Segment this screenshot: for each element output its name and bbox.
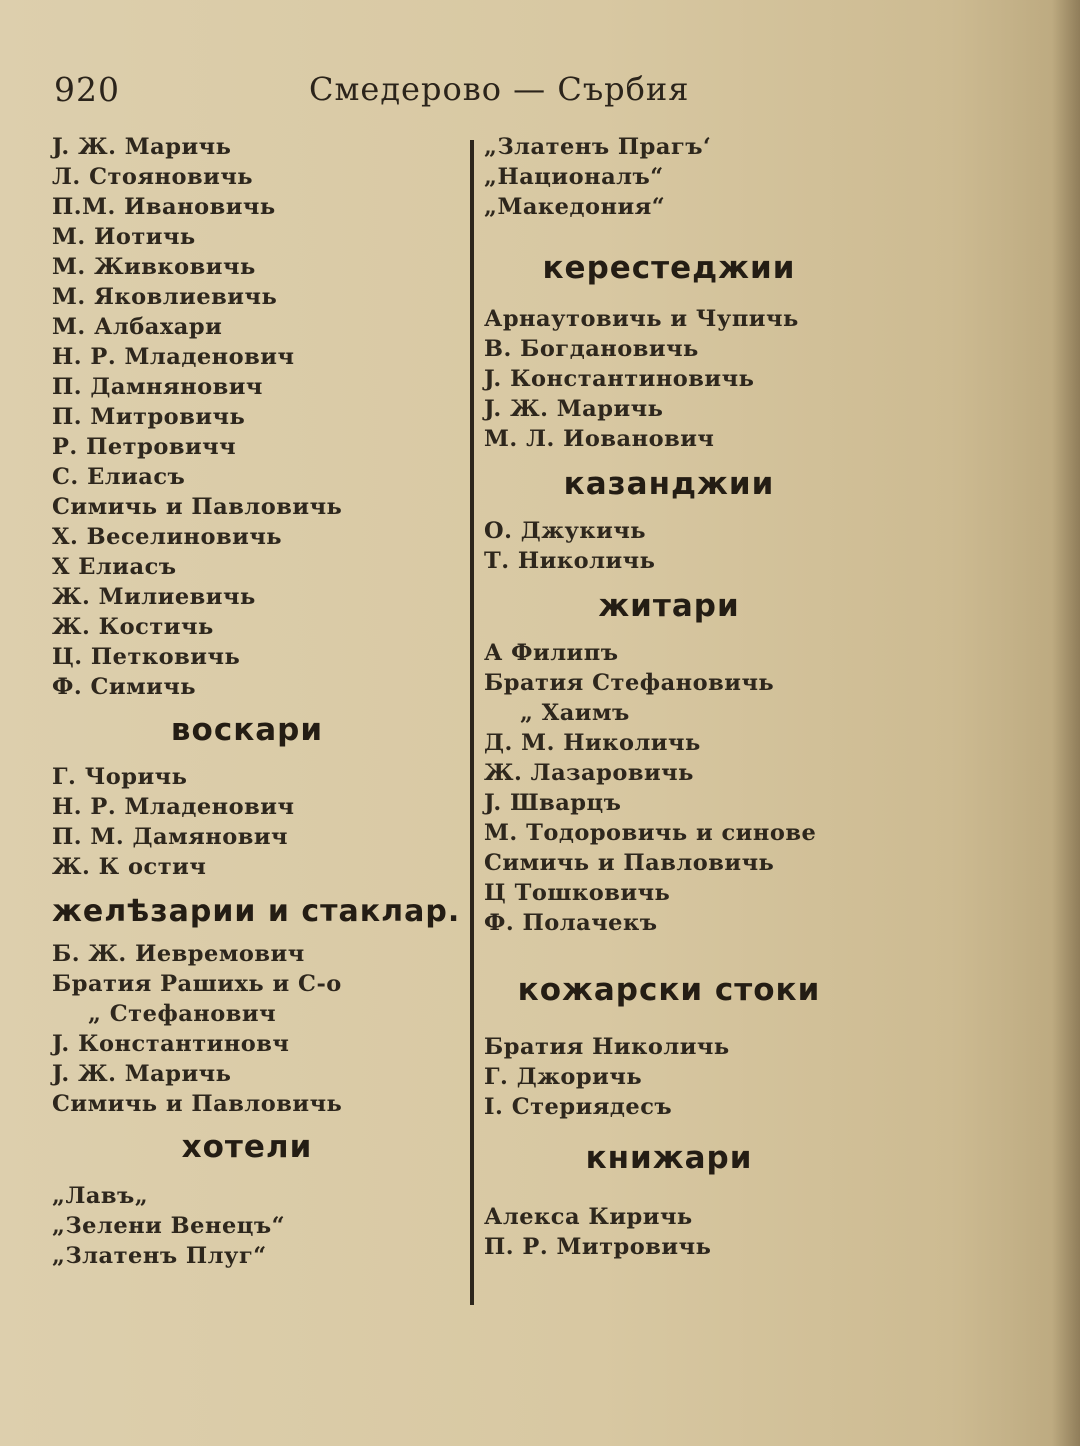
list-item: Б. Ж. Иевремович bbox=[52, 941, 305, 967]
list-item: Л. Стояновичь bbox=[52, 164, 254, 190]
list-item: Симичь и Павловичь bbox=[52, 1091, 343, 1117]
list-item: „ Стефанович bbox=[88, 1001, 277, 1027]
section-heading-kozharski: кожарски стоки bbox=[517, 972, 821, 1008]
list-item: В. Богдановичь bbox=[484, 336, 699, 362]
list-item: М. Л. Иованович bbox=[484, 426, 715, 452]
list-item: Ц Тошковичь bbox=[484, 880, 671, 906]
list-item: Н. Р. Младенович bbox=[52, 344, 295, 370]
kerestedzhii-list bbox=[484, 304, 854, 454]
voskari-list bbox=[52, 762, 462, 882]
hotel-list-continued bbox=[484, 132, 854, 222]
section-heading-hoteli: хотели bbox=[181, 1129, 313, 1165]
list-item: М. Албахари bbox=[52, 314, 223, 340]
column-divider bbox=[470, 140, 474, 1305]
section-heading-zhitari: житари bbox=[598, 588, 740, 624]
list-item: J. Шварцъ bbox=[484, 790, 622, 816]
list-item: Ф. Симичь bbox=[52, 674, 197, 700]
list-item: „Златенъ Плуг“ bbox=[52, 1243, 267, 1269]
page-edge-shadow bbox=[1052, 0, 1080, 1446]
running-head: Смедерово — Сърбия bbox=[309, 70, 690, 108]
list-item: Ж. Милиевичь bbox=[52, 584, 256, 610]
list-item: J. Ж. Маричь bbox=[52, 1061, 232, 1087]
list-item: П. Р. Митровичь bbox=[484, 1234, 712, 1260]
list-item: I. Стериядесъ bbox=[484, 1094, 673, 1120]
list-item: П.М. Ивановичь bbox=[52, 194, 276, 220]
list-item: J. Константиновч bbox=[52, 1031, 290, 1057]
list-item: Ж. Костичь bbox=[52, 614, 214, 640]
list-item: Арнаутовичь и Чупичь bbox=[484, 306, 799, 332]
list-item: Д. М. Николичь bbox=[484, 730, 701, 756]
list-item: Г. Чоричь bbox=[52, 764, 188, 790]
merchant-list bbox=[52, 132, 462, 702]
list-item: О. Джукичь bbox=[484, 518, 647, 544]
left-column bbox=[52, 132, 462, 1271]
zhitari-list bbox=[484, 638, 854, 938]
list-item: Х. Веселиновичь bbox=[52, 524, 283, 550]
list-item: J. Константиновичь bbox=[484, 366, 755, 392]
list-item: Ц. Петковичь bbox=[52, 644, 241, 670]
list-item: Симичь и Павловичь bbox=[52, 494, 343, 520]
list-item: М. Иотичь bbox=[52, 224, 196, 250]
list-item: М. Живковичь bbox=[52, 254, 256, 280]
list-item: J. Ж. Маричь bbox=[484, 396, 664, 422]
section-heading-kerestedzhii: керестеджии bbox=[542, 250, 796, 286]
knizhari-list bbox=[484, 1202, 854, 1262]
list-item: Г. Джоричь bbox=[484, 1064, 643, 1090]
list-item: „Лавъ„ bbox=[52, 1183, 149, 1209]
list-item: Ж. К остич bbox=[52, 854, 207, 880]
list-item: J. Ж. Маричь bbox=[52, 134, 232, 160]
hoteli-list bbox=[52, 1181, 462, 1271]
list-item: Х Елиасъ bbox=[52, 554, 177, 580]
list-item: Братия Николичь bbox=[484, 1034, 730, 1060]
zhelezarii-list bbox=[52, 939, 462, 1119]
list-item: Алекса Киричь bbox=[484, 1204, 693, 1230]
kozharski-list bbox=[484, 1032, 854, 1122]
list-item: Н. Р. Младенович bbox=[52, 794, 295, 820]
section-heading-kazandzhii: казанджии bbox=[563, 466, 775, 502]
list-item: „Златенъ Прагъ‘ bbox=[484, 134, 712, 160]
page-number: 920 bbox=[54, 70, 120, 109]
kazandzhii-list bbox=[484, 516, 854, 576]
list-item: „Македония“ bbox=[484, 194, 666, 220]
list-item: Симичь и Павловичь bbox=[484, 850, 775, 876]
list-item: „ Хаимъ bbox=[520, 700, 630, 726]
list-item: М. Яковлиевичь bbox=[52, 284, 278, 310]
page-header bbox=[54, 70, 694, 114]
list-item: М. Тодоровичь и синове bbox=[484, 820, 817, 846]
list-item: „Националъ“ bbox=[484, 164, 664, 190]
section-heading-knizhari: книжари bbox=[585, 1140, 753, 1176]
list-item: Т. Николичь bbox=[484, 548, 656, 574]
list-item: Ф. Полачекъ bbox=[484, 910, 658, 936]
list-item: С. Елиасъ bbox=[52, 464, 186, 490]
right-column bbox=[484, 132, 854, 1262]
section-heading-zhelezarii: желѣзарии и стаклар. bbox=[52, 894, 461, 929]
section-heading-voskari: воскари bbox=[170, 712, 324, 748]
list-item: А Филипъ bbox=[484, 640, 619, 666]
list-item: П. Митровичь bbox=[52, 404, 246, 430]
list-item: П. Дамнянович bbox=[52, 374, 263, 400]
list-item: „Зелени Венецъ“ bbox=[52, 1213, 286, 1239]
list-item: Братия Рашихь и С-о bbox=[52, 971, 342, 997]
list-item: Р. Петровичч bbox=[52, 434, 237, 460]
list-item: Братия Стефановичь bbox=[484, 670, 775, 696]
list-item: П. М. Дамянович bbox=[52, 824, 289, 850]
list-item: Ж. Лазаровичь bbox=[484, 760, 694, 786]
